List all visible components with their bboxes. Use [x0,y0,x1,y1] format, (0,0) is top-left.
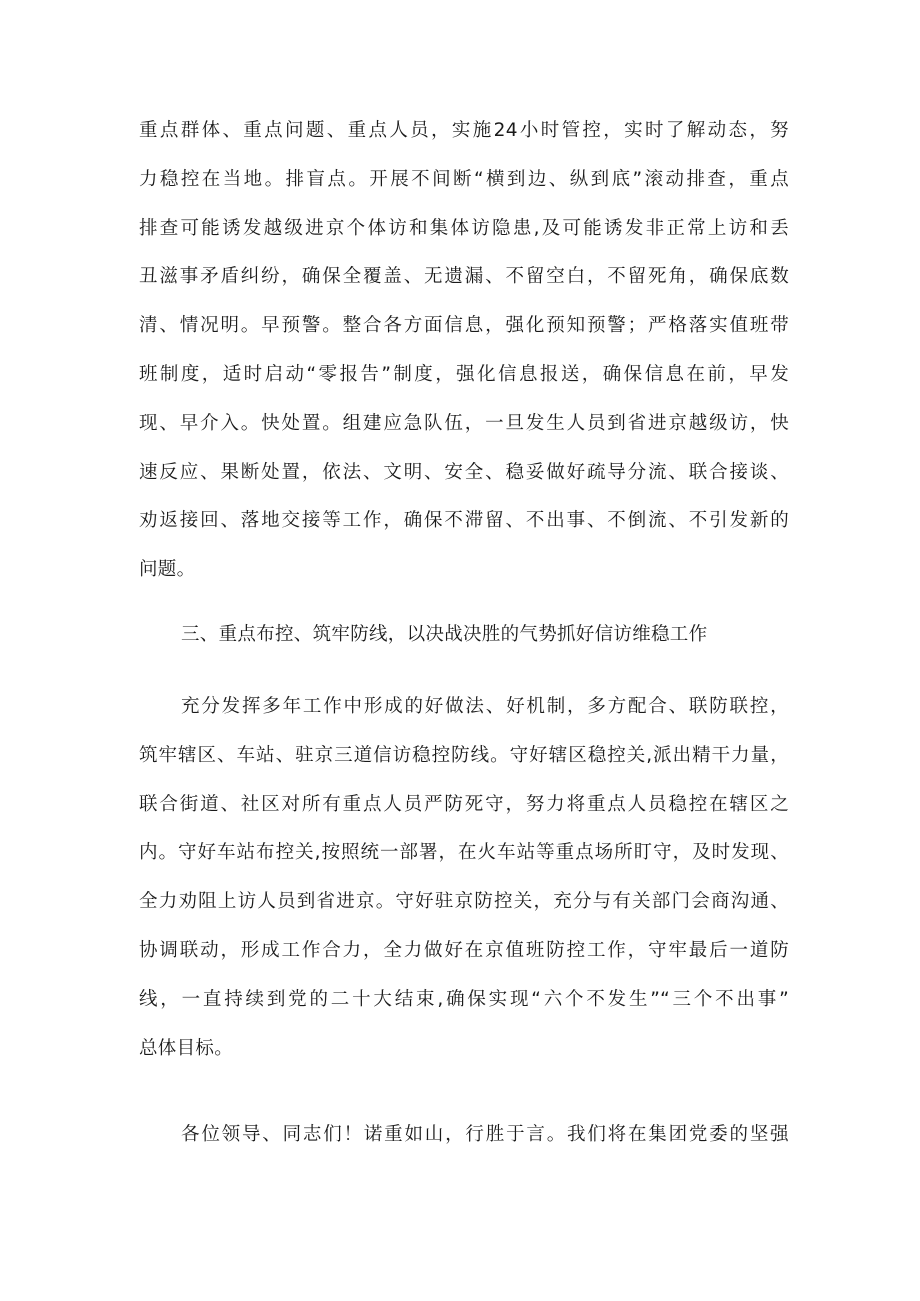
paragraph-closing [139,1111,789,1160]
text-line: 力稳控在当地。排盲点。开展不间断“横到边、纵到底”滚动排查，重点 [139,168,789,190]
text-line: 联合街道、社区对所有重点人员严防死守，努力将重点人员稳控在辖区之 [139,793,789,815]
text-line: 线，一直持续到党的二十大结束,确保实现“六个不发生”“三个不出事” [139,988,789,1010]
text-line: 丑滋事矛盾纠纷，确保全覆盖、无遗漏、不留空白，不留死角，确保底数 [139,266,789,288]
text-line: 各位领导、同志们！诺重如山，行胜于言。我们将在集团党委的坚强 [181,1124,789,1145]
text-line: 总体目标。 [139,1037,234,1059]
text-line: 劝返接回、落地交接等工作，确保不滞留、不出事、不倒流、不引发新的 [139,510,789,532]
text-line: 筑牢辖区、车站、驻京三道信访稳控防线。守好辖区稳控关,派出精干力量， [139,744,789,766]
text-line: 现、早介入。快处置。组建应急队伍，一旦发生人员到省进京越级访，快 [139,412,789,434]
text-line: 清、情况明。早预警。整合各方面信息，强化预知预警；严格落实值班带 [139,315,789,337]
text-line: 排查可能诱发越级进京个体访和集体访隐患,及可能诱发非正常上访和丢 [139,217,789,239]
section-heading-3 [139,611,789,660]
paragraph-control-measures [139,107,789,595]
text-line: 重点群体、重点问题、重点人员，实施24小时管控，实时了解动态，努 [139,120,789,141]
text-line: 速反应、果断处置，依法、文明、安全、稳妥做好疏导分流、联合接谈、 [139,461,789,483]
text-line: 充分发挥多年工作中形成的好做法、好机制，多方配合、联防联控， [181,696,789,717]
text-line: 班制度，适时启动“零报告”制度，强化信息报送，确保信息在前，早发 [139,363,789,385]
text-line: 协调联动，形成工作合力，全力做好在京值班防控工作，守牢最后一道防 [139,939,789,961]
text-line: 内。守好车站布控关,按照统一部署，在火车站等重点场所盯守，及时发现、 [139,842,789,864]
paragraph-defense-lines [139,683,789,1073]
text-line: 问题。 [139,559,196,581]
heading-text: 三、重点布控、筑牢防线，以决战决胜的气势抓好信访维稳工作 [181,624,708,645]
text-line: 全力劝阻上访人员到省进京。守好驻京防控关，充分与有关部门会商沟通、 [139,891,789,913]
